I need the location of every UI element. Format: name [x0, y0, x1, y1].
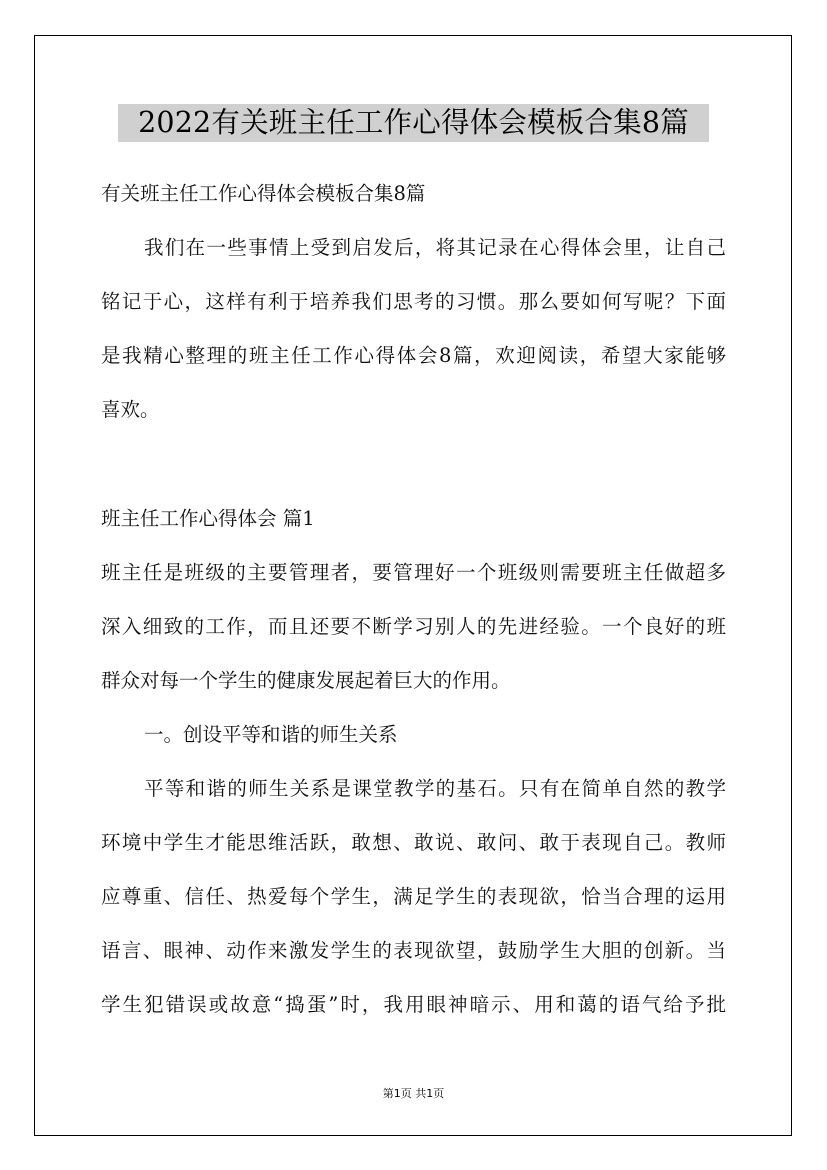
section-line-1: 班主任是班级的主要管理者，要管理好一个班级则需要班主任做超多 — [101, 561, 726, 584]
intro-line-2: 铭记于心，这样有利于培养我们思考的习惯。那么要如何写呢？下面 — [101, 290, 726, 313]
body-line-5: 学生犯错误或故意“捣蛋”时，我用眼神暗示、用和蔼的语气给予批 — [101, 993, 726, 1016]
intro-line-3: 是我精心整理的班主任工作心得体会8篇，欢迎阅读，希望大家能够 — [101, 344, 726, 367]
section-line-2: 深入细致的工作，而且还要不断学习别人的先进经验。一个良好的班 — [101, 615, 726, 638]
document-subtitle: 有关班主任工作心得体会模板合集8篇 — [101, 182, 426, 205]
body-line-1: 平等和谐的师生关系是课堂教学的基石。只有在简单自然的教学 — [144, 777, 726, 800]
body-line-2: 环境中学生才能思维活跃，敢想、敢说、敢问、敢于表现自己。教师 — [101, 831, 726, 854]
subheading: 一。创设平等和谐的师生关系 — [144, 723, 398, 746]
section-line-3: 群众对每一个学生的健康发展起着巨大的作用。 — [101, 669, 511, 692]
intro-line-1: 我们在一些事情上受到启发后，将其记录在心得体会里，让自己 — [144, 236, 726, 259]
document-title: 2022有关班主任工作心得体会模板合集8篇 — [118, 104, 709, 142]
section-heading: 班主任工作心得体会 篇1 — [101, 507, 315, 530]
page-footer: 第1页 共1页 — [382, 1087, 445, 1100]
body-line-4: 语言、眼神、动作来激发学生的表现欲望，鼓励学生大胆的创新。当 — [101, 939, 726, 962]
intro-line-4: 喜欢。 — [101, 398, 160, 421]
body-line-3: 应尊重、信任、热爱每个学生，满足学生的表现欲，恰当合理的运用 — [101, 885, 726, 908]
